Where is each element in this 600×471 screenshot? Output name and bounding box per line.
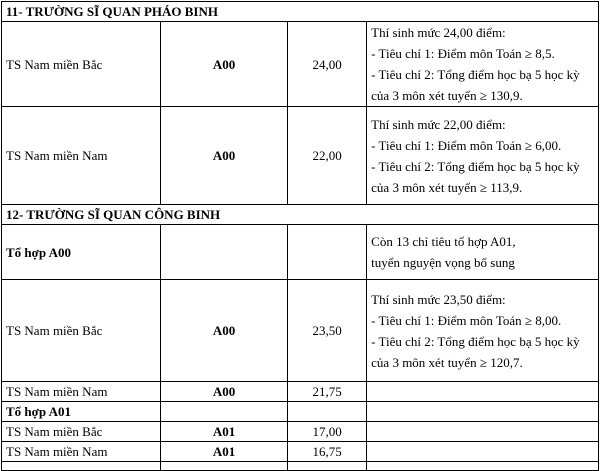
group-label: Tổ hợp A01 — [2, 402, 161, 422]
section-title: 12- TRƯỜNG SĨ QUAN CÔNG BINH — [2, 205, 599, 225]
table-row — [2, 382, 599, 402]
criteria-note — [367, 382, 599, 402]
subject-combo: A00 — [160, 382, 287, 402]
cutoff-score: 16,75 — [288, 442, 367, 462]
cutoff-score: 17,00 — [288, 422, 367, 442]
note-line: của 3 môn xét tuyển ≥ 120,7. — [371, 354, 523, 370]
criteria-note — [367, 442, 599, 462]
subject-combo: A00 — [160, 280, 287, 382]
criteria-note — [367, 22, 599, 107]
group-row — [2, 225, 599, 280]
table-row — [2, 107, 599, 205]
cutoff-score: 21,75 — [288, 382, 367, 402]
criteria-note — [367, 107, 599, 205]
subject-combo — [160, 402, 287, 422]
note-line: - Tiêu chí 2: Tổng điểm học bạ 5 học kỳ — [371, 158, 580, 174]
section-header-row — [2, 2, 599, 22]
note-line: tuyển nguyện vọng bổ sung — [371, 255, 515, 270]
table-row — [2, 442, 599, 462]
cutoff-score: 22,00 — [288, 107, 367, 205]
candidate-group: TS Nam miền Bắc — [2, 22, 161, 107]
candidate-group: TS Nam miền Nam — [2, 382, 161, 402]
table-row — [2, 22, 599, 107]
criteria-note — [367, 280, 599, 382]
group-note — [367, 402, 599, 422]
cutoff-score — [288, 225, 367, 280]
note-line: Còn 13 chỉ tiêu tổ hợp A01, — [371, 234, 516, 249]
subject-combo: A00 — [160, 22, 287, 107]
candidate-group: TS Nam miền Nam — [2, 107, 161, 205]
group-label: Tổ hợp A00 — [2, 225, 161, 280]
table-row-cut — [2, 462, 599, 471]
cutoff-score: 24,00 — [288, 22, 367, 107]
note-line: Thí sinh mức 22,00 điểm: — [371, 116, 506, 132]
subject-combo: A00 — [160, 107, 287, 205]
note-line: - Tiêu chí 2: Tổng điểm học bạ 5 học kỳ — [371, 333, 580, 349]
empty-cell — [367, 462, 599, 471]
subject-combo: A01 — [160, 442, 287, 462]
admission-scores-table — [1, 1, 599, 471]
candidate-group: TS Nam miền Bắc — [2, 280, 161, 382]
note-line: Thí sinh mức 24,00 điểm: — [371, 25, 506, 40]
cutoff-score: 23,50 — [288, 280, 367, 382]
note-line: - Tiêu chí 1: Điểm môn Toán ≥ 6,00. — [371, 137, 562, 153]
section-header-row — [2, 205, 599, 225]
table-row — [2, 280, 599, 382]
empty-cell — [160, 462, 287, 471]
group-note — [367, 225, 599, 280]
note-line: - Tiêu chí 1: Điểm môn Toán ≥ 8,00. — [371, 312, 562, 328]
criteria-note — [367, 422, 599, 442]
candidate-group: TS Nam miền Bắc — [2, 422, 161, 442]
note-line: - Tiêu chí 2: Tổng điểm học bạ 5 học kỳ — [371, 67, 580, 82]
group-row — [2, 402, 599, 422]
note-line: của 3 môn xét tuyển ≥ 113,9. — [371, 179, 523, 195]
candidate-group: TS Nam miền Nam — [2, 442, 161, 462]
table-row — [2, 422, 599, 442]
empty-cell — [288, 462, 367, 471]
empty-cell — [2, 462, 161, 471]
subject-combo — [160, 225, 287, 280]
cutoff-score — [288, 402, 367, 422]
note-line: Thí sinh mức 23,50 điểm: — [371, 291, 506, 307]
section-title: 11- TRƯỜNG SĨ QUAN PHÁO BINH — [2, 2, 599, 22]
subject-combo: A01 — [160, 422, 287, 442]
note-line: của 3 môn xét tuyển ≥ 130,9. — [371, 88, 523, 103]
note-line: - Tiêu chí 1: Điểm môn Toán ≥ 8,5. — [371, 46, 555, 61]
